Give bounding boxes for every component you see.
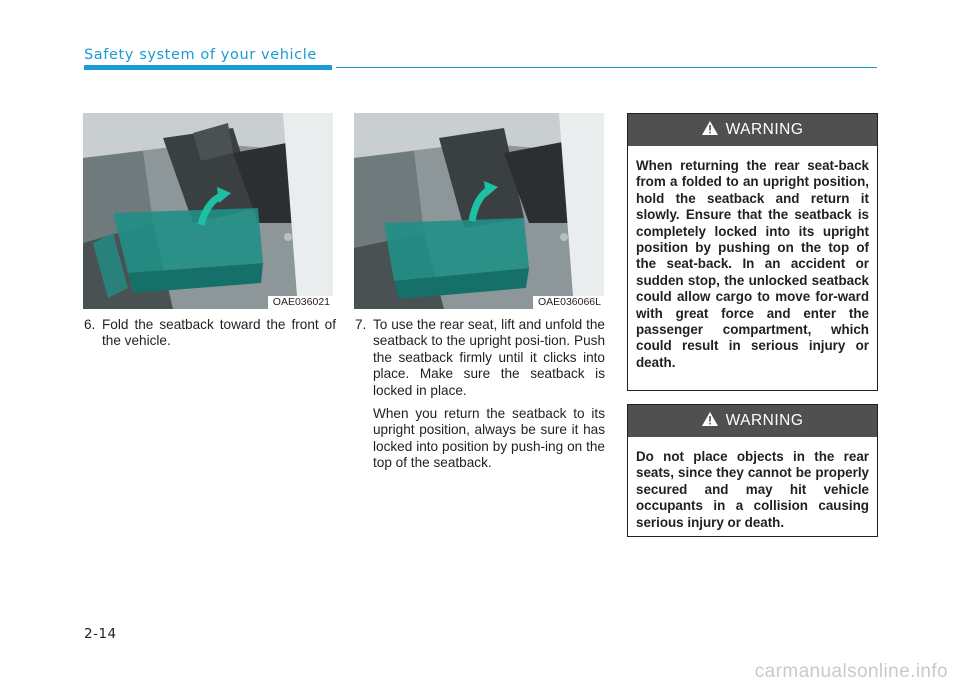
header-rule-thick <box>84 65 332 70</box>
warning-header <box>628 405 877 437</box>
step-number: 6. <box>84 317 96 332</box>
figure-code: OAE036021 <box>268 296 333 309</box>
warning-text: Do not place objects in the rear seats, since they cannot be properly secured and may hit vehicle occupants in a collision causing serious injury or death. <box>636 449 869 530</box>
section-header-title: Safety system of your vehicle <box>84 47 317 63</box>
step-number: 7. <box>355 317 367 332</box>
warning-box <box>627 404 878 537</box>
step-text: Fold the seatback toward the front of the vehicle. <box>102 317 336 349</box>
warning-triangle-icon <box>702 121 718 140</box>
warning-text: When returning the rear seat-back from a folded to an upright position, hold the seatback and return it slowly. Ensure that the seatback is completely locked into its upright position by pushing on the top of the seat-back. In an accident or sudden stop, the unlocked seatback could allow cargo to move for-ward with great force and enter the passenger compartment, which could result in serious injury or death. <box>636 158 869 370</box>
warning-box <box>627 113 878 391</box>
figure-seat-unfolding <box>354 113 604 309</box>
instruction-step <box>355 317 605 479</box>
seat-fold-illustration <box>83 113 333 309</box>
step-text: When you return the seatback to its upright position, always be sure it has locked into position by push-ing on the top of the seatback. <box>373 406 605 471</box>
warning-header <box>628 114 877 146</box>
figure-code: OAE036066L <box>533 296 604 309</box>
warning-title: WARNING <box>725 412 804 429</box>
page-number: 2-14 <box>84 626 117 642</box>
instruction-step <box>84 317 336 357</box>
watermark: carmanualsonline.info <box>754 661 948 682</box>
step-text: To use the rear seat, lift and unfold the seatback to the upright posi-tion. Push the seatback firmly until it clicks into place. Make sure the seatback is locked in place. <box>373 317 605 398</box>
warning-triangle-icon <box>702 412 718 431</box>
warning-title: WARNING <box>725 121 804 138</box>
seat-unfold-illustration <box>354 113 604 309</box>
figure-seat-folding <box>83 113 333 309</box>
header-rule-thin <box>336 67 877 68</box>
